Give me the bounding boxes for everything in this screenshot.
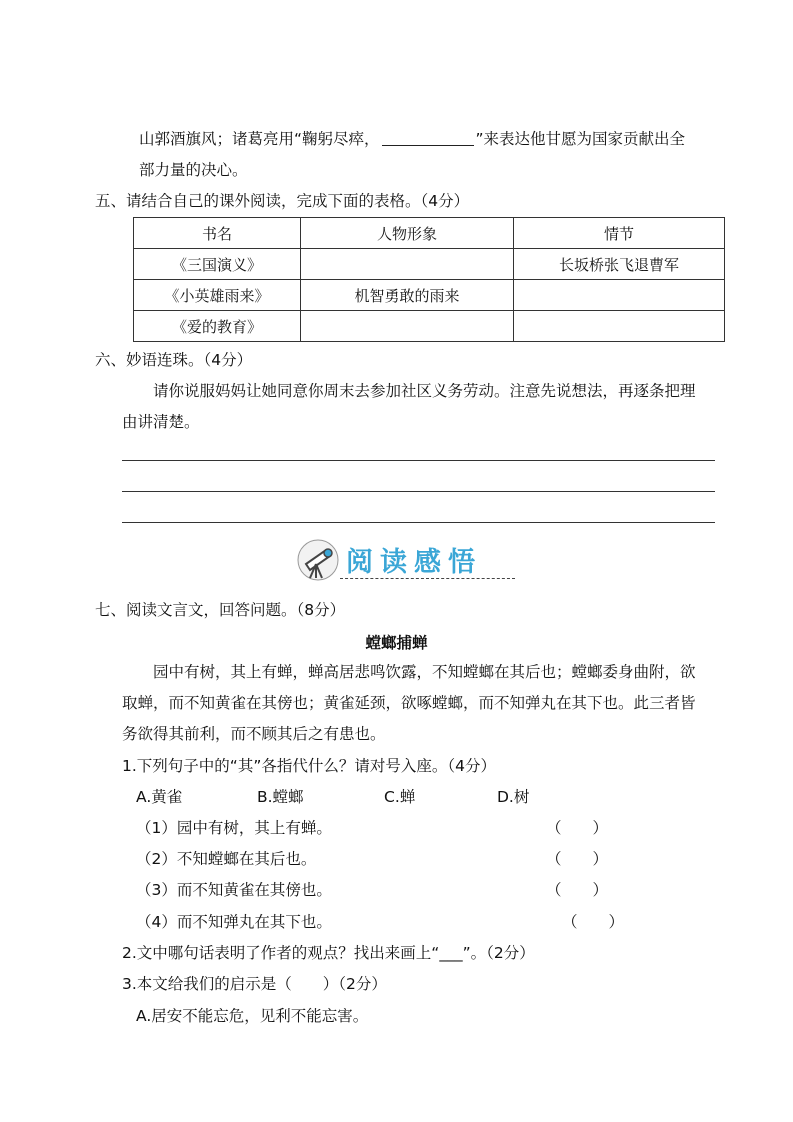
question-2: 2.文中哪句话表明了作者的观点？找出来画上“___”。（2分）	[122, 944, 535, 962]
option-a: A.黄雀	[136, 788, 183, 806]
table-header-row	[134, 218, 725, 249]
cell-character[interactable]	[301, 249, 514, 280]
header-plot: 情节	[514, 218, 725, 249]
cell-character[interactable]	[301, 311, 514, 342]
answer-slot[interactable]: （ ）	[546, 881, 609, 899]
passage-line: 务欲得其前利，而不顾其后之有患也。	[122, 725, 386, 743]
answer-line[interactable]	[122, 522, 715, 523]
question-3-stem: 3.本文给我们的启示是（ ）（2分）	[122, 975, 387, 993]
answer-slot[interactable]: （ ）	[562, 913, 625, 931]
cell-plot: 长坂桥张飞退曹军	[514, 249, 725, 280]
section7-heading: 七、阅读文言文，回答问题。（8分）	[95, 601, 346, 619]
section4-line1	[139, 129, 685, 149]
question-1-item: （2）不知螳螂在其后也。	[136, 850, 317, 868]
section4-text-after: ”来表达他甘愿为国家贡献出全	[475, 130, 686, 148]
section4-text-before: 山郭酒旗风；诸葛亮用“鞠躬尽瘁，	[139, 130, 380, 148]
answer-line[interactable]	[122, 491, 715, 492]
header-character: 人物形象	[301, 218, 514, 249]
question-3-option-a: A.居安不能忘危，见利不能忘害。	[136, 1007, 369, 1025]
cell-book: 《三国演义》	[134, 249, 301, 280]
reading-table	[133, 217, 725, 342]
banner-underline	[340, 578, 515, 579]
table-row	[134, 311, 725, 342]
cell-book: 《爱的教育》	[134, 311, 301, 342]
answer-slot[interactable]: （ ）	[546, 850, 609, 868]
option-d: D.树	[497, 788, 530, 806]
cell-plot[interactable]	[514, 311, 725, 342]
table-row	[134, 249, 725, 280]
banner-title: 阅读感悟	[346, 547, 482, 578]
question-1-item: （1）园中有树，其上有蝉。	[136, 819, 332, 837]
passage-line: 取蝉，而不知黄雀在其傍也；黄雀延颈，欲啄螳螂，而不知弹丸在其下也。此三者皆	[122, 694, 696, 712]
cell-book: 《小英雄雨来》	[134, 280, 301, 311]
section5-heading: 五、请结合自己的课外阅读，完成下面的表格。（4分）	[95, 192, 470, 210]
question-1-stem: 1.下列句子中的“其”各指代什么？请对号入座。（4分）	[122, 757, 496, 775]
reading-banner	[296, 538, 518, 586]
fill-blank[interactable]	[382, 131, 474, 146]
passage-line: 园中有树，其上有蝉，蝉高居悲鸣饮露，不知螳螂在其后也；螳螂委身曲附，欲	[153, 663, 696, 681]
section6-heading: 六、妙语连珠。（4分）	[95, 351, 253, 369]
question-1-item: （4）而不知弹丸在其下也。	[136, 913, 332, 931]
section6-prompt-line2: 由讲清楚。	[122, 413, 200, 431]
option-c: C.蝉	[384, 788, 416, 806]
cell-character: 机智勇敢的雨来	[301, 280, 514, 311]
header-book: 书名	[134, 218, 301, 249]
answer-line[interactable]	[122, 460, 715, 461]
answer-slot[interactable]: （ ）	[546, 819, 609, 837]
section4-line2: 部力量的决心。	[139, 161, 248, 179]
option-b: B.螳螂	[257, 788, 304, 806]
telescope-icon	[296, 538, 342, 588]
section6-prompt-line1: 请你说服妈妈让她同意你周末去参加社区义务劳动。注意先说想法，再逐条把理	[153, 382, 696, 400]
passage-title: 螳螂捕蝉	[365, 634, 428, 652]
cell-plot[interactable]	[514, 280, 725, 311]
question-1-item: （3）而不知黄雀在其傍也。	[136, 881, 332, 899]
table-row	[134, 280, 725, 311]
